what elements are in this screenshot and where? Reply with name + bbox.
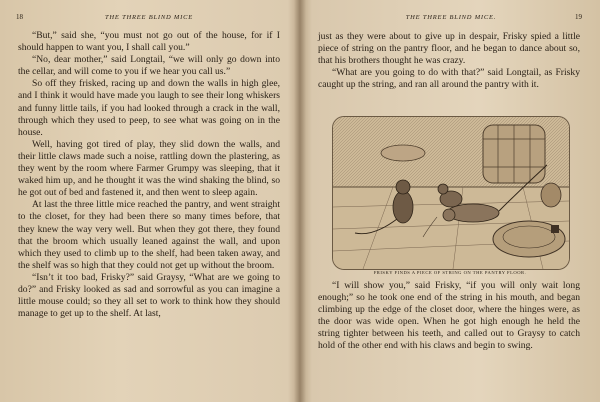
paragraph: “I will show you,” said Frisky, “if you will only wait long enough;” so he took one end of the string in his mouth, and began climbing up the edge of the closet door, where the hinges were, as the door was wide open. When he got high enough he held the string tighter between his teeth, and called out to Graysy to catch hold of the other end with his claws and begin to swing. — [318, 280, 580, 352]
right-page — [302, 0, 600, 402]
left-page — [0, 0, 298, 402]
right-page-body-top — [318, 31, 580, 91]
page-number: 18 — [16, 13, 23, 21]
paragraph: “But,” said she, “you must not go out of the house, for if I should happen to want you, I shall call you.” — [18, 30, 280, 54]
paragraph: “What are you going to do with that?” said Longtail, as Frisky caught up the string, and ran all around the pantry with it. — [318, 67, 580, 91]
page-number: 19 — [575, 13, 582, 21]
paragraph: At last the three little mice reached the pantry, and went straight to the closet, for they had been there so many times before, that they knew the way very well. But when they got there, they found that the broom which usually leaned against the wall, and upon which they used to climb up to the shelf, had been taken away, and the shelf was so high that they could not get up without the broom. — [18, 199, 280, 271]
left-page-body — [18, 30, 280, 320]
paragraph: just as they were about to give up in despair, Frisky spied a little piece of string on the pantry floor, and he began to dance about so, that his brothers thought he was crazy. — [318, 31, 580, 67]
paragraph: So off they frisked, racing up and down the walls in high glee, and I think it would have made you laugh to see their long whiskers and funny little tails, if you had looked through a crack in the wall, through which they used to peep, to see what was going on in the house. — [18, 78, 280, 138]
running-head: THE THREE BLIND MICE — [104, 14, 194, 21]
right-page-body-bottom — [318, 280, 580, 353]
paragraph: “Isn’t it too bad, Frisky?” said Graysy, “What are we going to do?” and Frisky looked as sad and sorrowful as you can imagine a little mouse could; so they all set to work to think how they should manage to get up to the shelf. At last, — [18, 271, 280, 320]
mice-in-pantry-illustration — [332, 116, 570, 270]
illustration-caption: FRISKY FINDS A PIECE OF STRING ON THE PANTRY FLOOR. — [373, 270, 527, 275]
paragraph: “No, dear mother,” said Longtail, “we will only go down into the cellar, and will come to you if we hear you call us.” — [18, 54, 280, 78]
paragraph: Well, having got tired of play, they slid down the walls, and their little claws made such a noise, rattling down the plastering, as they went by the room where Farmer Grumpy was sleeping, that it waked him up, and he thought it was the wind shaking the blind, so he got out of bed and fastened it, and then went to sleep again. — [18, 138, 280, 199]
running-head: THE THREE BLIND MICE. — [405, 14, 497, 21]
